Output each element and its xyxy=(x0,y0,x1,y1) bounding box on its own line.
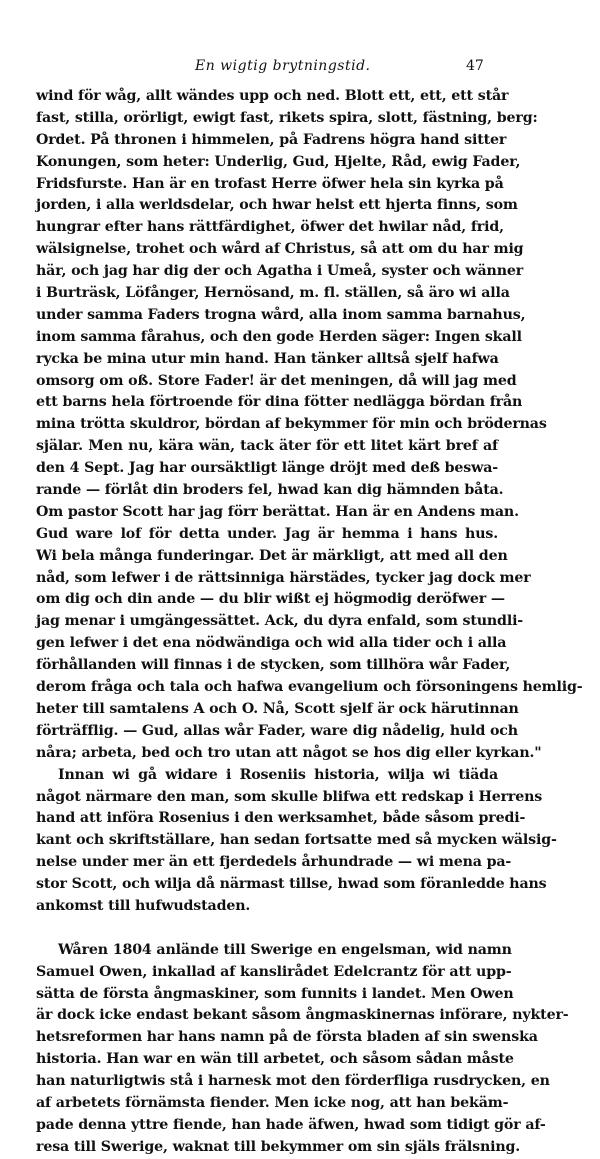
text-line: ankomst till hufwudstaden. xyxy=(36,897,251,914)
text-line: är dock icke endast bekant såsom ångmaskinernas införare, nykter- xyxy=(36,1007,569,1024)
text-line: i Burträsk, Löfånger, Hernösand, m. fl. ställen, så äro wi alla xyxy=(36,285,510,302)
running-head xyxy=(0,58,600,78)
text-line: Wi bela många funderingar. Det är märkligt, att med all den xyxy=(36,547,508,564)
text-line: Ordet. På thronen i himmelen, på Fadrens högra hand sitter xyxy=(36,131,507,148)
text-line: rande — förlåt din broders fel, hwad kan dig hämnden båta. xyxy=(36,482,504,499)
text-line: under samma Faders trogna wård, alla inom samma barnahus, xyxy=(36,306,526,323)
text-line: Gud ware lof för detta under. Jag är hemma i hans hus. xyxy=(36,525,498,542)
text-line: hetsreformen har hans namn på de första bladen af sin swenska xyxy=(36,1029,538,1046)
text-line: själar. Men nu, kära wän, tack äter för ett litet kärt bref af xyxy=(36,438,498,455)
text-line: nelse under mer än ett fjerdedels århundrade — wi mena pa- xyxy=(36,854,512,871)
text-line: derom fråga och tala och hafwa evangelium och försoningens hemlig- xyxy=(36,679,583,696)
text-line: kant och skriftställare, han sedan fortsatte med så mycken wälsig- xyxy=(36,832,557,849)
text-line: resa till Swerige, waknat till bekymmer om sin själs frälsning. xyxy=(36,1138,521,1155)
text-line: nåd, som lefwer i de rättsinniga härstädes, tycker jag dock mer xyxy=(36,569,531,586)
text-line: rycka be mina utur min hand. Han tänker alltså sjelf hafwa xyxy=(36,350,499,367)
text-line: af arbetets förnämsta fiender. Men icke nog, att han bekäm- xyxy=(36,1094,509,1111)
text-line: jag menar i umgängessättet. Ack, du dyra enfald, som stundli- xyxy=(36,613,524,630)
text-line: förhållanden will finnas i de stycken, som tillhöra wår Fader, xyxy=(36,657,511,674)
text-line: Innan wi gå widare i Roseniis historia, wilja wi tiäda xyxy=(58,766,498,783)
text-line: något närmare den man, som skulle blifwa ett redskap i Herrens xyxy=(36,788,543,805)
text-line: Konungen, som heter: Underlig, Gud, Hjelte, Råd, ewig Fader, xyxy=(36,153,521,170)
text-line: hungrar efter hans rättfärdighet, öfwer det hwilar nåd, frid, xyxy=(36,219,504,236)
text-line: stor Scott, och wilja då närmast tillse, hwad som föranledde hans xyxy=(36,876,547,893)
text-line: historia. Han war en wän till arbetet, och såsom sådan måste xyxy=(36,1051,514,1068)
text-line: Om pastor Scott har jag förr berättat. Han är en Andens man. xyxy=(36,503,519,520)
text-line: wind för wåg, allt wändes upp och ned. Blott ett, ett, ett står xyxy=(36,88,509,104)
text-line: wälsignelse, trohet och wård af Christus, så att om du har mig xyxy=(36,241,524,258)
text-line: heter till samtalens A och O. Nå, Scott sjelf är ock härutinnan xyxy=(36,700,519,717)
text-line: Fridsfurste. Han är en trofast Herre öfwer hela sin kyrka på xyxy=(36,175,504,192)
text-line: den 4 Sept. Jag har oursäktligt länge dröjt med deß beswa- xyxy=(36,460,498,477)
text-line: fast, stilla, orörligt, ewigt fast, rikets spira, slott, fästning, berg: xyxy=(36,109,538,126)
text-line: Samuel Owen, inkallad af kanslirådet Edelcrantz för att upp- xyxy=(36,963,512,980)
text-line: här, och jag har dig der och Agatha i Umeå, syster och wänner xyxy=(36,263,524,280)
body-text xyxy=(36,86,583,1159)
text-line: han naturligtwis stå i harnesk mot den förderfliga rusdrycken, en xyxy=(36,1073,550,1090)
text-line: mina trötta skuldror, bördan af bekymmer för min och brödernas xyxy=(36,416,547,433)
text-line: förträfflig. — Gud, allas wår Fader, ware dig nådelig, huld och xyxy=(36,722,518,739)
text-line: pade denna yttre fiende, han hade äfwen, hwad som tidigt gör af- xyxy=(36,1116,546,1133)
text-line: Wåren 1804 anlände till Swerige en engelsman, wid namn xyxy=(58,941,512,958)
blank-line xyxy=(36,918,498,940)
text-line: gen lefwer i det ena nödwändiga och wid alla tider och i alla xyxy=(36,635,507,652)
text-line: jorden, i alla werldsdelar, och hwar helst ett hjerta finns, som xyxy=(36,197,518,214)
text-line: nåra; arbeta, bed och tro utan att något se hos dig eller kyrkan." xyxy=(36,744,542,761)
text-line: hand att införa Rosenius i den werksamhet, både såsom predi- xyxy=(36,810,526,827)
text-line: inom samma fårahus, och den gode Herden säger: Ingen skall xyxy=(36,328,522,345)
text-line: ett barns hela förtroende för dina fötter nedlägga bördan från xyxy=(36,394,523,411)
text-line: sätta de första ångmaskiner, som funnits i landet. Men Owen xyxy=(36,985,514,1002)
text-line: omsorg om oß. Store Fader! är det meningen, då will jag med xyxy=(36,372,517,389)
text-line: om dig och din ande — du blir wißt ej högmodig deröfwer — xyxy=(36,591,505,608)
running-head-title: En wigtig brytningstid. xyxy=(195,58,371,74)
page-number: 47 xyxy=(466,58,484,74)
